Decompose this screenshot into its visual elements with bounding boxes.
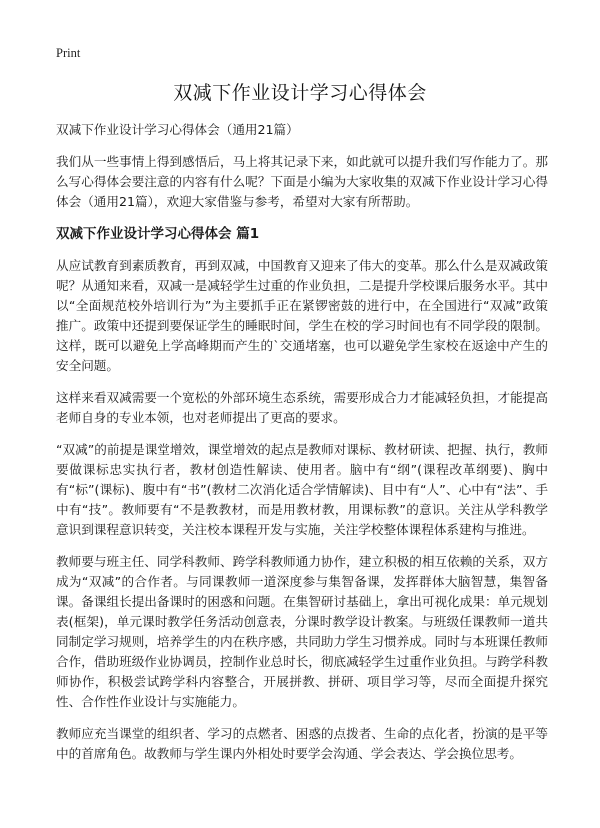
body-paragraph: 这样来看双减需要一个宽松的外部环境生态系统，需要形成合力才能减轻负担，才能提高老师自身的专业本领，也对老师提出了更高的要求。 xyxy=(56,390,548,425)
intro-paragraph: 我们从一些事情上得到感悟后，马上将其记录下来，如此就可以提升我们写作能力了。那么写心得体会要注意的内容有什么呢？下面是小编为大家收集的双减下作业设计学习心得体会（通用21篇），欢迎大家借鉴与参考，希望对大家有所帮助。 xyxy=(56,154,548,209)
print-label[interactable]: Print xyxy=(56,46,81,60)
body-paragraph: “双减”的前提是课堂增效，课堂增效的起点是教师对课标、教材研读、把握、执行，教师要做课标忠实执行者，教材创造性解读、使用者。脑中有“纲”(课程改革纲要)、胸中有“标”(课标)、腹中有“书”(教材二次消化适合学情解读)、目中有“人”、心中有“法”、手中有“技”。教师要有“不是教教材，而是用教材教，用课标教”的意识。关注从学科教学意识到课程意识转变，关注校本课程开发与实施，关注学校整体课程体系建构与推进。 xyxy=(56,442,548,537)
body-paragraph: 教师应充当课堂的组织者、学习的点燃者、困惑的点拨者、生命的点化者，扮演的是平等中的首席角色。故教师与学生课内外相处时要学会沟通、学会表达、学会换位思考。 xyxy=(56,726,548,761)
document-subtitle: 双减下作业设计学习心得体会（通用21篇） xyxy=(56,122,299,137)
body-paragraph: 教师要与班主任、同学科教师、跨学科教师通力协作，建立积极的相互依赖的关系，双方成为“双减”的合作者。与同课教师一道深度参与集智备课，发挥群体大脑智慧，集智备课。备课组长提出备课时的困惑和问题。在集智研讨基础上，拿出可视化成果：单元规划表(框架)，单元课时教学任务活动创意表，分课时教学设计教案。与班级任课教师一道共同制定学习规则，培养学生的内在秩序感，共同助力学生习惯养成。同时与本班课任教师合作，借助班级作业协调员，控制作业总时长，彻底减轻学生过重作业负担。与跨学科教师协作，积极尝试跨学科内容整合，开展拼教、拼研、项目学习等，尽而全面提升探究性、合作性作业设计与实施能力。 xyxy=(56,554,548,709)
page-title: 双减下作业设计学习心得体会 xyxy=(173,82,427,104)
section-heading: 双减下作业设计学习心得体会 篇1 xyxy=(56,226,260,242)
body-paragraph: 从应试教育到素质教育，再到双减，中国教育又迎来了伟大的变革。那么什么是双减政策呢？从通知来看，双减一是减轻学生过重的作业负担，二是提升学校课后服务水平。其中以“全面规范校外培训行为”为主要抓手正在紧锣密鼓的进行中，在全国进行“双减”政策推广。政策中还提到要保证学生的睡眠时间，学生在校的学习时间也有不同学段的限制。这样，既可以避免上学高峰期而产生的`交通堵塞，也可以避免学生家校在返途中产生的安全问题。 xyxy=(56,258,548,373)
document-body xyxy=(56,120,548,776)
